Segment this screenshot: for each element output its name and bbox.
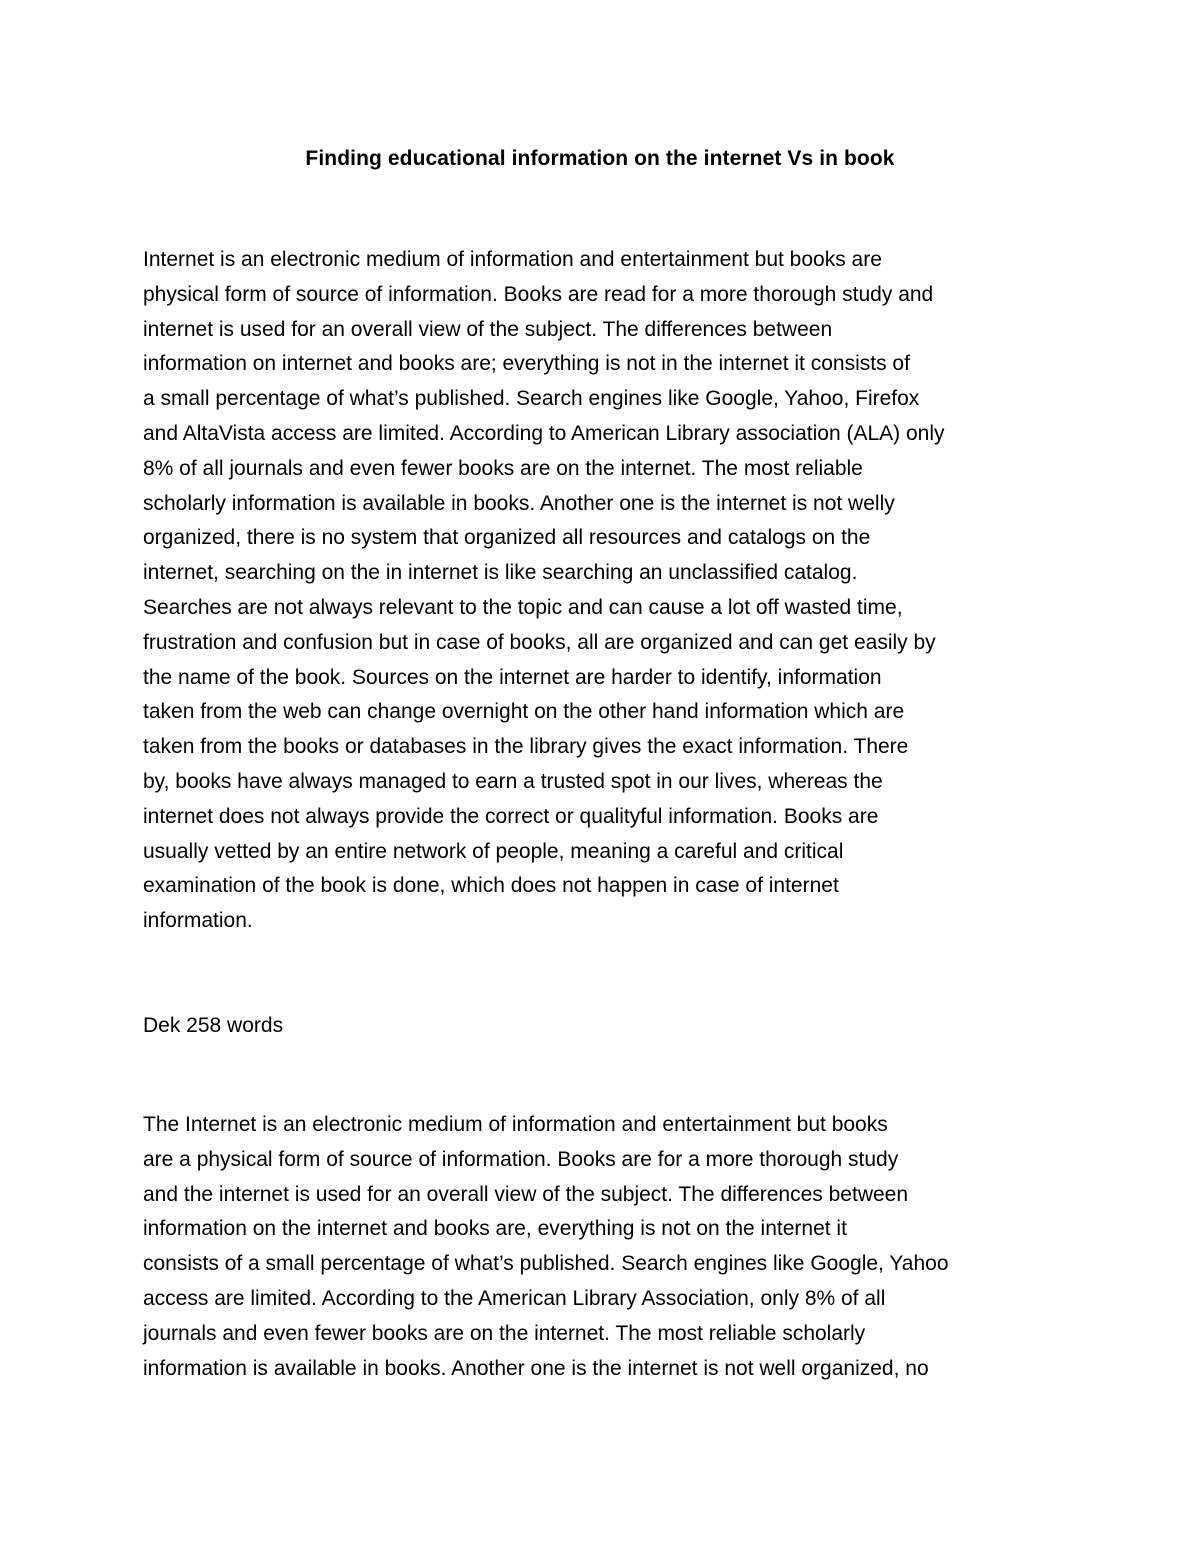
paragraph-line: taken from the books or databases in the library gives the exact information. There <box>143 735 909 759</box>
word-count-note <box>143 1009 1063 1044</box>
paragraph-line: are a physical form of source of information. Books are for a more thorough study <box>143 1147 899 1171</box>
paragraph-line: information on internet and books are; everything is not in the internet it consists of <box>143 352 910 376</box>
paragraph-line: internet, searching on the in internet is like searching an unclassified catalog. <box>143 561 858 585</box>
paragraph-line: a small percentage of what’s published. Search engines like Google, Yahoo, Firefox <box>143 387 920 411</box>
paragraph-line: organized, there is no system that organized all resources and catalogs on the <box>143 526 871 550</box>
paragraph-line: 8% of all journals and even fewer books are on the internet. The most reliable <box>143 456 863 480</box>
paragraph-line: Searches are not always relevant to the topic and can cause a lot off wasted time, <box>143 595 903 619</box>
paragraph-line: and AltaVista access are limited. According to American Library association (ALA) only <box>143 421 945 445</box>
paragraph-line: taken from the web can change overnight on the other hand information which are <box>143 700 905 724</box>
paragraph-line: journals and even fewer books are on the internet. The most reliable scholarly <box>143 1321 866 1345</box>
paragraph-line: usually vetted by an entire network of people, meaning a careful and critical <box>143 839 844 863</box>
paragraph-line: scholarly information is available in books. Another one is the internet is not welly <box>143 491 895 515</box>
paragraph-line: internet does not always provide the correct or qualityful information. Books are <box>143 804 879 828</box>
paragraph-line: access are limited. According to the American Library Association, only 8% of all <box>143 1286 886 1310</box>
paragraph-1 <box>143 243 1063 939</box>
word-count-text: Dek 258 words <box>143 1014 284 1037</box>
paragraph-line: information. <box>143 909 253 933</box>
paragraph-line: and the internet is used for an overall view of the subject. The differences between <box>143 1182 909 1206</box>
paragraph-line: the name of the book. Sources on the internet are harder to identify, information <box>143 665 882 689</box>
paragraph-2 <box>143 1108 1063 1386</box>
paragraph-line: Internet is an electronic medium of information and entertainment but books are <box>143 248 882 271</box>
paragraph-line: information on the internet and books are, everything is not on the internet it <box>143 1217 847 1241</box>
page-title: Finding educational information on the internet Vs in book <box>305 147 895 170</box>
paragraph-line: physical form of source of information. Books are read for a more thorough study and <box>143 282 934 306</box>
paragraph-line: by, books have always managed to earn a trusted spot in our lives, whereas the <box>143 769 883 793</box>
paragraph-line: The Internet is an electronic medium of information and entertainment but books <box>143 1113 888 1136</box>
paragraph-line: frustration and confusion but in case of books, all are organized and can get easily by <box>143 630 936 654</box>
paragraph-line: internet is used for an overall view of the subject. The differences between <box>143 317 833 341</box>
paragraph-line: examination of the book is done, which does not happen in case of internet <box>143 874 839 898</box>
paragraph-line: consists of a small percentage of what’s published. Search engines like Google, Yahoo <box>143 1252 949 1276</box>
paragraph-line: information is available in books. Another one is the internet is not well organized, no <box>143 1356 929 1380</box>
